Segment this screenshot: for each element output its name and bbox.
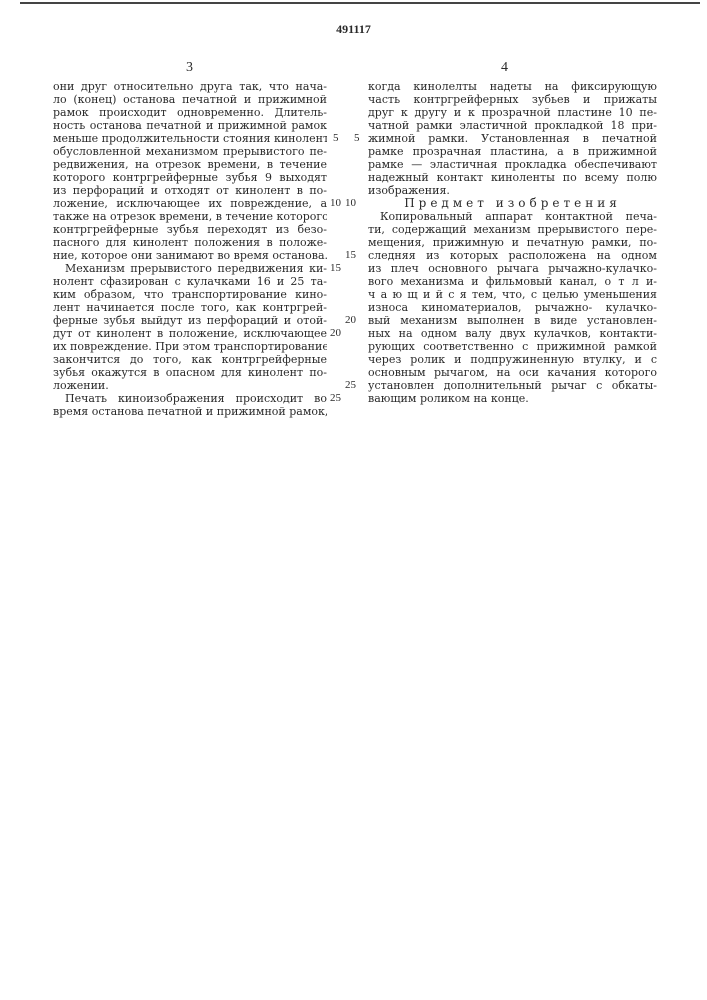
text-line: надежный контакт киноленты по всему полю [368,171,657,184]
left-page-number: 3 [186,60,193,76]
text-line: Печать киноизображения происходит во [53,392,327,405]
text-line: ло (конец) останова печатной и прижимной [53,93,327,106]
text-line: ти, содержащий механизм прерывистого пере- [368,223,657,236]
text-line: пасного для кинолент положения в положе- [53,236,327,249]
text-line: контргрейферные зубья переходят из безо- [53,223,327,236]
text-line: жимной рамки. Установленная в печатной [368,132,657,145]
line-number-left: 15 [330,262,341,274]
text-line: ферные зубья выйдут из перфораций и отой- [53,314,327,327]
text-line: друг к другу и к прозрачной пластине 10 пе- [368,106,657,119]
text-line: ким образом, что транспортирование кино- [53,288,327,301]
text-line: нолент сфазирован с кулачками 16 и 25 та- [53,275,327,288]
text-line: меньше продолжительности стояния кинолент, [53,132,327,145]
text-line: через ролик и подпружиненную втулку, и с [368,353,657,366]
line-number-left: 10 [330,197,341,209]
text-line: рамке прозрачная пластина, а в прижимной [368,145,657,158]
patent-number: 491117 [0,22,707,37]
text-line: лент начинается после того, как контргрей- [53,301,327,314]
text-line: ложение, исключающее их повреждение, а [53,197,327,210]
text-line: редвижения, на отрезок времени, в течение [53,158,327,171]
line-number-right: 5 [354,132,360,144]
text-line: вающим роликом на конце. [368,392,657,405]
left-column [53,80,327,418]
claims-heading: Предмет изобретения [368,197,657,210]
text-line: часть контргрейферных зубьев и прижаты [368,93,657,106]
text-line: ч а ю щ и й с я тем, что, с целью уменьшения [368,288,657,301]
text-line: Копировальный аппарат контактной печа- [368,210,657,223]
text-line: зубья окажутся в опасном для кинолент по- [53,366,327,379]
top-rule [20,2,700,4]
text-line: также на отрезок времени, в течение которого [53,210,327,223]
text-line: обусловленной механизмом прерывистого пе- [53,145,327,158]
right-page-number: 4 [501,60,508,76]
text-line: установлен дополнительный рычаг с обкаты- [368,379,657,392]
text-line: ных на одном валу двух кулачков, контакти- [368,327,657,340]
line-number-right: 25 [345,379,356,391]
text-line: ность останова печатной и прижимной рамок [53,119,327,132]
line-number-left: 25 [330,392,341,404]
text-line: мещения, прижимную и печатную рамки, по- [368,236,657,249]
text-line: которого контргрейферные зубья 9 выходят [53,171,327,184]
text-line: когда кинолелты надеты на фиксирующую [368,80,657,93]
line-number-right: 15 [345,249,356,261]
line-number-left: 20 [330,327,341,339]
text-line: ложении. [53,379,327,392]
text-line: они друг относительно друга так, что нача- [53,80,327,93]
text-line: чатной рамки эластичной прокладкой 18 при- [368,119,657,132]
text-line: закончится до того, как контргрейферные [53,353,327,366]
text-line: основным рычагом, на оси качания которого [368,366,657,379]
text-line: их повреждение. При этом транспортирование [53,340,327,353]
text-line: из плеч основного рычага рычажно-кулачко- [368,262,657,275]
text-line: рующих соответственно с прижимной рамкой [368,340,657,353]
text-line: вый механизм выполнен в виде установлен- [368,314,657,327]
line-number-left: 5 [333,132,339,144]
text-line: Механизм прерывистого передвижения ки- [53,262,327,275]
text-line: рамок происходит одновременно. Длитель- [53,106,327,119]
right-column [368,80,657,405]
text-line: время останова печатной и прижимной рамок, [53,405,327,418]
text-line: следняя из которых расположена на одном [368,249,657,262]
text-line: износа киноматериалов, рычажно- кулачко- [368,301,657,314]
text-line: вого механизма и фильмовый канал, о т л и- [368,275,657,288]
text-line: из перфораций и отходят от кинолент в по- [53,184,327,197]
line-number-right: 20 [345,314,356,326]
text-line: дут от кинолент в положение, исключающее [53,327,327,340]
text-line: изображения. [368,184,657,197]
text-line: рамке — эластичная прокладка обеспечивают [368,158,657,171]
text-line: ние, которое они занимают во время останова. [53,249,327,262]
line-number-right: 10 [345,197,356,209]
